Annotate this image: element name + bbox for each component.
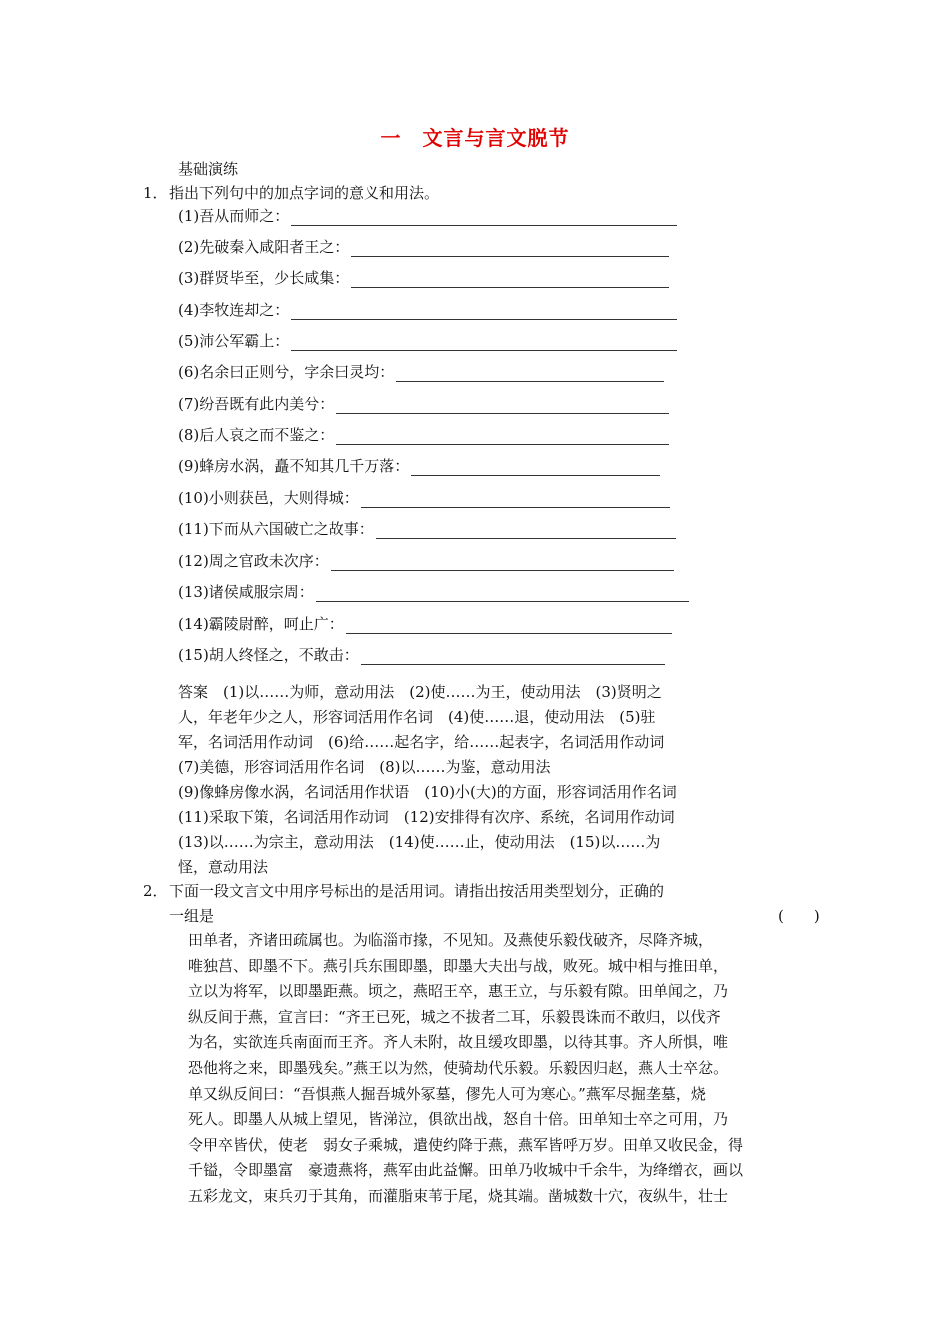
question-1-item bbox=[178, 300, 677, 320]
question-1-item bbox=[178, 394, 669, 414]
passage-line: 死人。即墨人从城上望见，皆涕泣，俱欲出战，怒自十倍。田单知士卒之可用，乃 bbox=[188, 1110, 729, 1129]
question-1-item bbox=[178, 456, 660, 476]
question-1-number: 1． bbox=[143, 184, 168, 202]
answer-blank[interactable] bbox=[316, 587, 689, 602]
item-label: (8)后人哀之而不鉴之： bbox=[178, 426, 335, 444]
question-1-item bbox=[178, 614, 672, 634]
question-1-item bbox=[178, 331, 677, 351]
item-label: (10)小则获邑，大则得城： bbox=[178, 489, 359, 507]
answer-blank[interactable] bbox=[291, 305, 677, 320]
question-1-item bbox=[178, 645, 665, 665]
classical-passage bbox=[188, 928, 808, 1210]
item-label: (9)蜂房水涡，矗不知其几千万落： bbox=[178, 457, 410, 475]
item-label: (5)沛公军霸上： bbox=[178, 332, 290, 350]
item-label: (11)下而从六国破亡之故事： bbox=[178, 520, 374, 538]
passage-line: 唯独莒、即墨不下。燕引兵东围即墨，即墨大夫出与战，败死。城中相与推田单， bbox=[188, 956, 729, 975]
answer-blank[interactable] bbox=[351, 242, 669, 257]
answer-blank[interactable] bbox=[291, 211, 677, 226]
item-label: (15)胡人终怪之，不敢击： bbox=[178, 646, 359, 664]
item-label: (4)李牧连却之： bbox=[178, 301, 290, 319]
answer-blank[interactable] bbox=[336, 399, 669, 414]
answer-blank[interactable] bbox=[376, 524, 676, 539]
answer-blank[interactable] bbox=[346, 619, 672, 634]
question-1-item bbox=[178, 206, 677, 226]
item-label: (2)先破秦入咸阳者王之： bbox=[178, 238, 350, 256]
question-2-prompt-continued: 一组是 bbox=[169, 907, 215, 925]
question-2-number: 2． bbox=[143, 882, 168, 900]
item-label: (6)名余曰正则兮，字余曰灵均： bbox=[178, 363, 395, 381]
item-label: (3)群贤毕至，少长咸集： bbox=[178, 269, 350, 287]
item-label: (12)周之官政未次序： bbox=[178, 552, 329, 570]
answer-block bbox=[178, 680, 738, 880]
answer-blank[interactable] bbox=[331, 556, 674, 571]
question-1-prompt: 指出下列句中的加点字词的意义和用法。 bbox=[169, 184, 440, 202]
answer-blank[interactable] bbox=[291, 336, 677, 351]
question-1-item bbox=[178, 582, 689, 602]
passage-line: 令甲卒皆伏，使老 弱女子乘城，遣使约降于燕，燕军皆呼万岁。田单又收民金，得 bbox=[188, 1135, 744, 1154]
question-1-item bbox=[178, 551, 674, 571]
passage-line: 五彩龙文，束兵刃于其角，而灌脂束苇于尾，烧其端。凿城数十穴，夜纵牛，壮士 bbox=[188, 1186, 729, 1205]
answer-line: 军，名词活用作动词 (6)给……起名字，给……起表字，名词活用作动词 bbox=[178, 733, 665, 751]
answer-blank[interactable] bbox=[396, 367, 664, 382]
answer-line: (7)美德，形容词活用作名词 (8)以……为鉴，意动用法 bbox=[178, 758, 551, 776]
passage-line: 单又纵反间曰：“吾惧燕人掘吾城外冢墓，僇先人可为寒心。”燕军尽掘垄墓，烧 bbox=[188, 1084, 706, 1103]
item-label: (7)纷吾既有此内美兮： bbox=[178, 395, 335, 413]
item-label: (13)诸侯咸服宗周： bbox=[178, 583, 314, 601]
question-1-item bbox=[178, 268, 669, 288]
answer-line: 人，年老年少之人，形容词活用作名词 (4)使……退，使动用法 (5)驻 bbox=[178, 708, 656, 726]
question-1-item bbox=[178, 425, 669, 445]
page-title: 一 文言与言文脱节 bbox=[380, 126, 570, 150]
item-label: (1)吾从而师之： bbox=[178, 207, 290, 225]
answer-line: (9)像蜂房像水涡，名词活用作状语 (10)小(大)的方面，形容词活用作名词 bbox=[178, 783, 677, 801]
question-1-item bbox=[178, 519, 676, 539]
answer-line: (13)以……为宗主，意动用法 (14)使……止，使动用法 (15)以……为 bbox=[178, 833, 661, 851]
answer-blank[interactable] bbox=[361, 650, 665, 665]
answer-blank[interactable] bbox=[411, 461, 660, 476]
answer-blank[interactable] bbox=[361, 493, 670, 508]
passage-line: 纵反间于燕，宣言曰：“齐王已死，城之不拔者二耳，乐毅畏诛而不敢归，以伐齐 bbox=[188, 1007, 721, 1026]
passage-line: 田单者，齐诸田疏属也。为临淄市掾，不见知。及燕使乐毅伐破齐，尽降齐城， bbox=[188, 931, 714, 949]
question-1-item bbox=[178, 362, 664, 382]
answer-line: (11)采取下策，名词活用作动词 (12)安排得有次序、系统，名词用作动词 bbox=[178, 808, 675, 826]
answer-blank[interactable] bbox=[336, 430, 669, 445]
answer-blank[interactable] bbox=[351, 273, 669, 288]
passage-line: 立以为将军，以即墨距燕。顷之，燕昭王卒，惠王立，与乐毅有隙。田单闻之，乃 bbox=[188, 982, 729, 1001]
passage-line: 千镒，令即墨富 豪遗燕将，燕军由此益懈。田单乃收城中千余牛，为绛缯衣，画以 bbox=[188, 1161, 744, 1180]
item-label: (14)霸陵尉醉，呵止广： bbox=[178, 615, 344, 633]
answer-parentheses[interactable]: ( ) bbox=[778, 907, 820, 925]
passage-line: 为名，实欲连兵南面而王齐。齐人未附，故且缓攻即墨，以待其事。齐人所惧，唯 bbox=[188, 1033, 729, 1052]
passage-line: 恐他将之来，即墨残矣。”燕王以为然，使骑劫代乐毅。乐毅因归赵，燕人士卒忿。 bbox=[188, 1058, 729, 1077]
answer-line: 怪，意动用法 bbox=[178, 858, 269, 876]
question-1-item bbox=[178, 488, 670, 508]
answer-line: 答案 (1)以……为师，意动用法 (2)使……为王，使动用法 (3)贤明之 bbox=[178, 683, 662, 701]
question-2-prompt: 下面一段文言文中用序号标出的是活用词。请指出按活用类型划分，正确的 bbox=[169, 882, 665, 900]
section-heading: 基础演练 bbox=[178, 160, 239, 178]
question-1-item bbox=[178, 237, 669, 257]
